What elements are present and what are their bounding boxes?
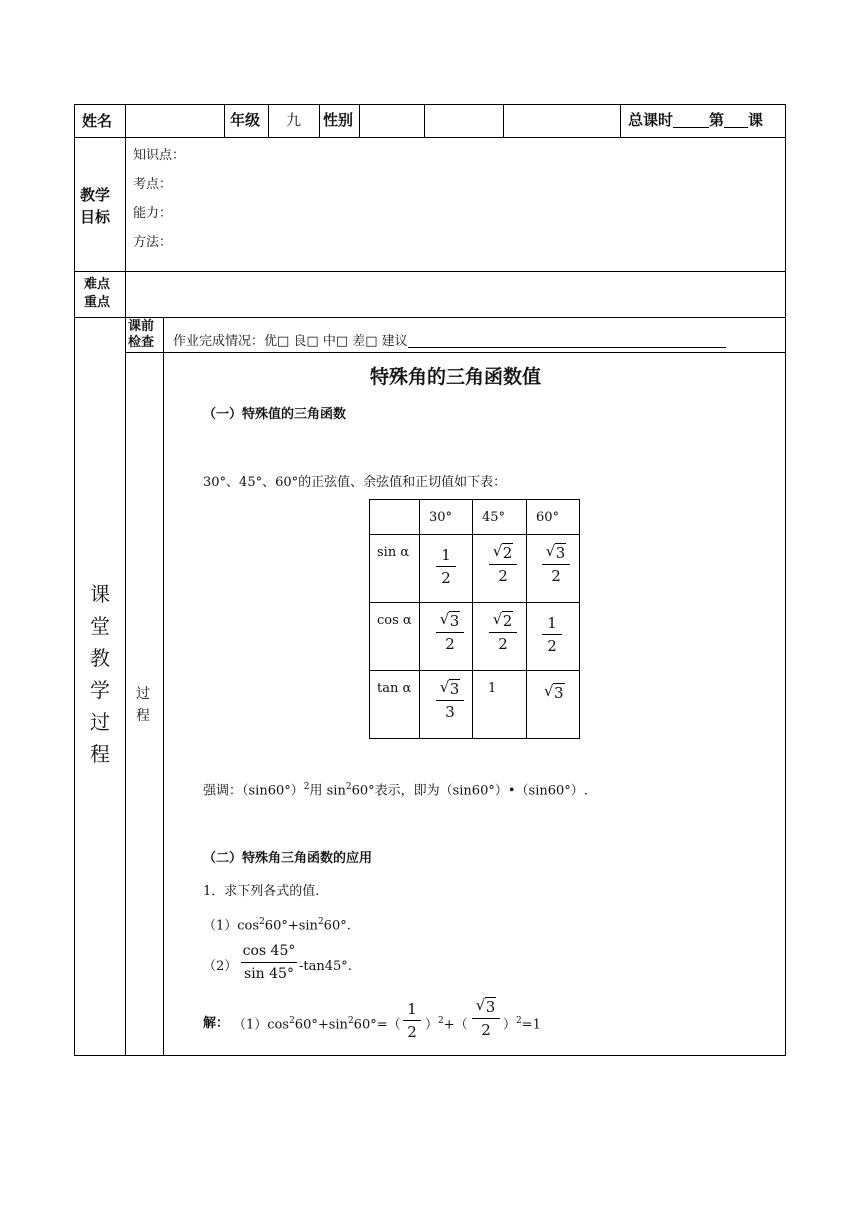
question-intro: 1．求下列各式的值. [203, 884, 320, 899]
table-header-45: 45° [482, 510, 506, 525]
total-hours-label: 总课时 第 课 [628, 111, 764, 129]
question-1: $(1)\cos^260^\circ+\sin^260^\circ$. [203, 917, 351, 934]
row-label-cos: cos α [377, 613, 412, 628]
value-sin60: √ 3 2 [542, 544, 570, 585]
row-label-sin: sin α [377, 545, 410, 560]
table-header-30: 30° [429, 510, 453, 525]
intro-text: 30°、45°、60°的正弦值、余弦值和正切值如下表： [203, 475, 507, 490]
value-sin30: 1 2 [436, 546, 456, 587]
goal-knowledge: 知识点： [133, 148, 186, 163]
row-label-tan: tan α [377, 681, 412, 696]
value-sin45: √ 2 2 [489, 544, 517, 585]
precheck-text: 作业完成情况：优□ 良□ 中□ 差□ 建议 [173, 335, 726, 348]
name-label: 姓名 [82, 112, 113, 130]
difficulty-label: 难点重点 [84, 277, 111, 310]
emphasis-text: 强调：$(\sin 60^\circ)^2$用 $\sin^260^\circ$表示，即为（sin60°）•（sin60°）. [203, 782, 588, 799]
section-1-heading: （一）特殊值的三角函数 [203, 407, 347, 422]
value-cos60: 1 2 [542, 614, 562, 655]
value-cos30: √ 3 2 [436, 612, 464, 653]
gender-label: 性别 [323, 111, 354, 129]
grade-value: 九 [286, 111, 302, 129]
process-label: 过 程 [136, 686, 150, 724]
table-header-60: 60° [536, 510, 560, 525]
section-2-heading: （二）特殊角三角函数的应用 [203, 851, 373, 866]
goal-exam-points: 考点： [133, 177, 173, 192]
goal-method: 方法： [133, 235, 173, 250]
value-tan30: √ 3 3 [436, 680, 464, 721]
precheck-label: 课前检查 [128, 319, 155, 350]
page-title: 特殊角的三角函数值 [370, 366, 542, 388]
value-cos45: √ 2 2 [489, 612, 517, 653]
grade-label: 年级 [230, 111, 261, 129]
value-tan60: √ 3 [544, 682, 564, 702]
value-tan45: 1 [488, 681, 497, 696]
goals-section-label: 教学目标 [80, 186, 111, 226]
goal-ability: 能力： [133, 206, 173, 221]
